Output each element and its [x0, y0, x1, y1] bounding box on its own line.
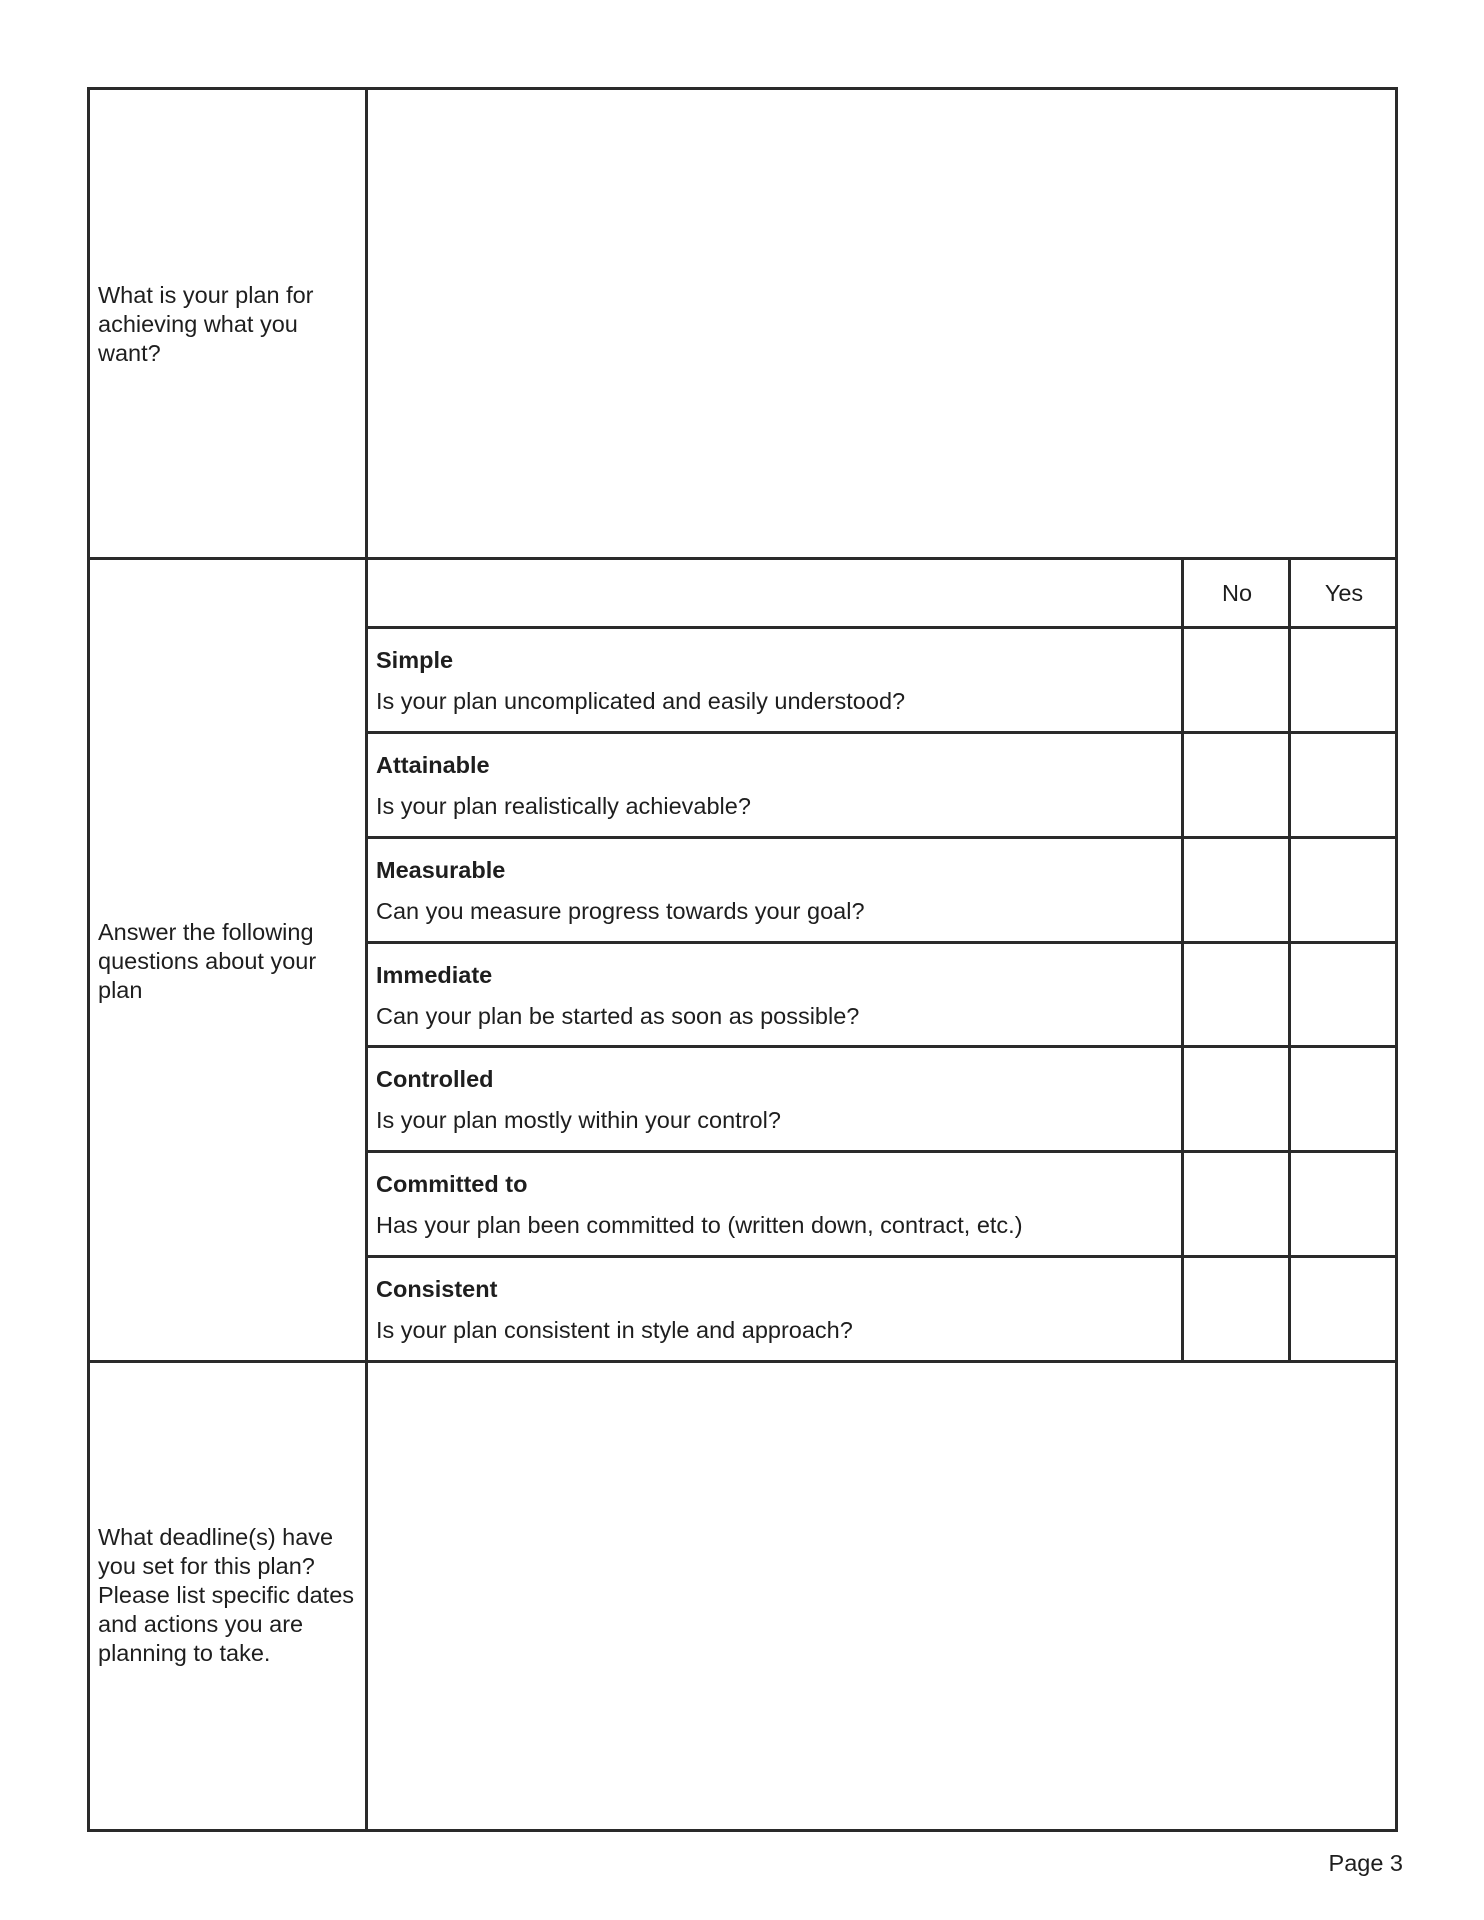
immediate-no-cell[interactable]: [1184, 944, 1286, 1044]
committed-no-cell[interactable]: [1184, 1153, 1286, 1253]
criterion-title: Simple: [376, 647, 454, 673]
no-column-header: No: [1221, 580, 1253, 606]
question-row-immediate: [368, 944, 1178, 1049]
criterion-title: Attainable: [376, 752, 490, 778]
question-row-attainable: [368, 734, 1178, 839]
consistent-no-cell[interactable]: [1184, 1258, 1286, 1358]
attainable-yes-cell[interactable]: [1291, 734, 1393, 834]
criterion-question: Is your plan realistically achievable?: [376, 793, 751, 819]
criterion-question: Is your plan uncomplicated and easily understood?: [376, 688, 906, 714]
measurable-no-cell[interactable]: [1184, 839, 1286, 939]
criterion-question: Is your plan mostly within your control?: [376, 1107, 781, 1133]
question-row-simple: [368, 629, 1178, 734]
question-row-committed: [368, 1153, 1178, 1258]
section-divider-1: [87, 557, 1398, 560]
criterion-question: Can you measure progress towards your goal?: [376, 898, 865, 924]
criterion-title: Consistent: [376, 1276, 498, 1302]
controlled-no-cell[interactable]: [1184, 1048, 1286, 1148]
deadlines-label: What deadline(s) have you set for this plan? Please list specific dates and actions you are planning to take.: [98, 1524, 355, 1666]
yes-column-header: Yes: [1324, 580, 1364, 606]
simple-no-cell[interactable]: [1184, 629, 1286, 729]
committed-yes-cell[interactable]: [1291, 1153, 1393, 1253]
question-row-consistent: [368, 1258, 1178, 1363]
criterion-question: Can your plan be started as soon as possible?: [376, 1003, 860, 1029]
measurable-yes-cell[interactable]: [1291, 839, 1393, 939]
question-row-measurable: [368, 839, 1178, 944]
immediate-yes-cell[interactable]: [1291, 944, 1393, 1044]
criterion-title: Committed to: [376, 1171, 528, 1197]
page-number: Page 3: [1328, 1850, 1403, 1876]
criterion-question: Is your plan consistent in style and approach?: [376, 1317, 853, 1343]
controlled-yes-cell[interactable]: [1291, 1048, 1393, 1148]
criterion-question: Has your plan been committed to (written down, contract, etc.): [376, 1212, 1023, 1238]
criterion-title: Measurable: [376, 857, 506, 883]
questions-label: Answer the following questions about your plan: [98, 919, 317, 1003]
criterion-title: Immediate: [376, 962, 493, 988]
deadlines-answer-area[interactable]: [368, 1363, 1395, 1829]
attainable-no-cell[interactable]: [1184, 734, 1286, 834]
consistent-yes-cell[interactable]: [1291, 1258, 1393, 1358]
simple-yes-cell[interactable]: [1291, 629, 1393, 729]
plan-answer-area[interactable]: [368, 90, 1395, 557]
question-row-controlled: [368, 1048, 1178, 1153]
criterion-title: Controlled: [376, 1066, 494, 1092]
plan-label: What is your plan for achieving what you want?: [98, 282, 314, 366]
